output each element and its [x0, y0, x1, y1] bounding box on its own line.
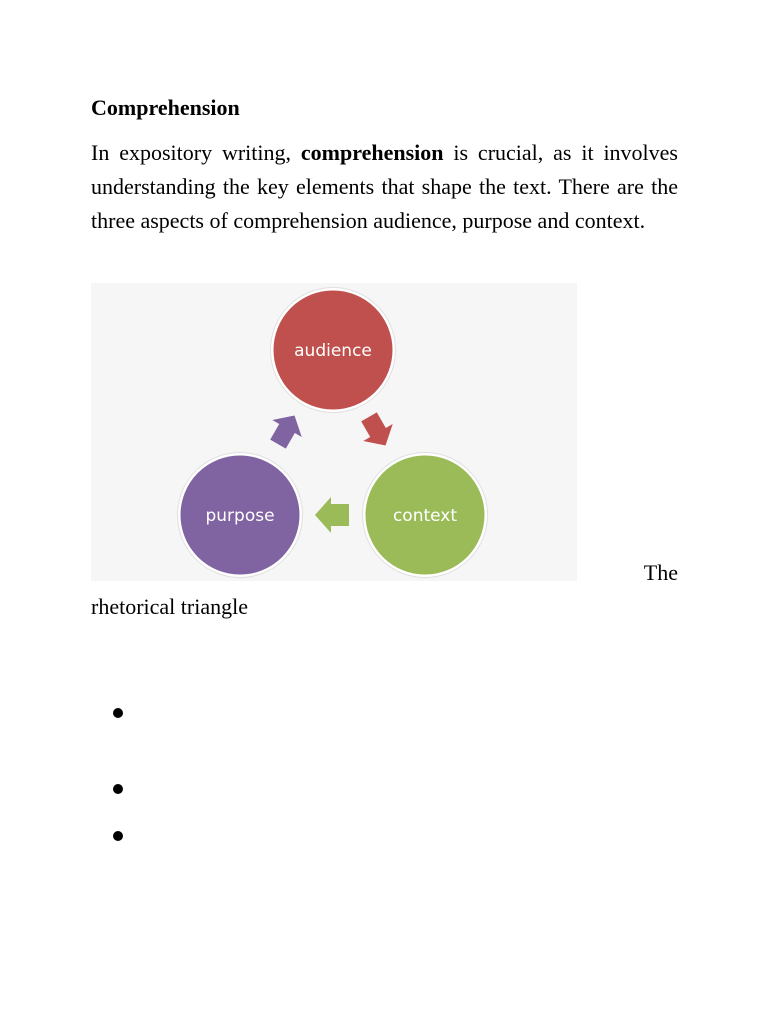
paragraph-text-end: is crucial, as it involves understanding the key elements that shape the text. There are the three aspects of comprehension audience, purpose and context. — [91, 140, 678, 233]
arrow-context-to-purpose — [315, 497, 349, 533]
audience-node — [271, 288, 396, 413]
bullet-point — [113, 784, 123, 794]
intro-paragraph — [91, 136, 678, 238]
section-heading: Comprehension — [91, 95, 240, 120]
purpose-node — [178, 453, 303, 578]
paragraph-text-start: In expository writing, — [91, 140, 301, 165]
figure-caption-start: The — [643, 560, 678, 585]
context-node — [363, 453, 488, 578]
arrow-audience-to-context — [354, 408, 400, 454]
context-label: context — [392, 506, 458, 526]
bullet-point — [113, 831, 123, 841]
bullet-point — [113, 708, 123, 718]
rhetorical-triangle-diagram — [91, 283, 577, 581]
figure-caption: rhetorical triangle — [91, 594, 248, 619]
audience-label: audience — [294, 341, 372, 361]
bold-term: comprehension — [300, 140, 444, 165]
purpose-label: purpose — [205, 506, 275, 526]
arrow-purpose-to-audience — [263, 407, 309, 453]
